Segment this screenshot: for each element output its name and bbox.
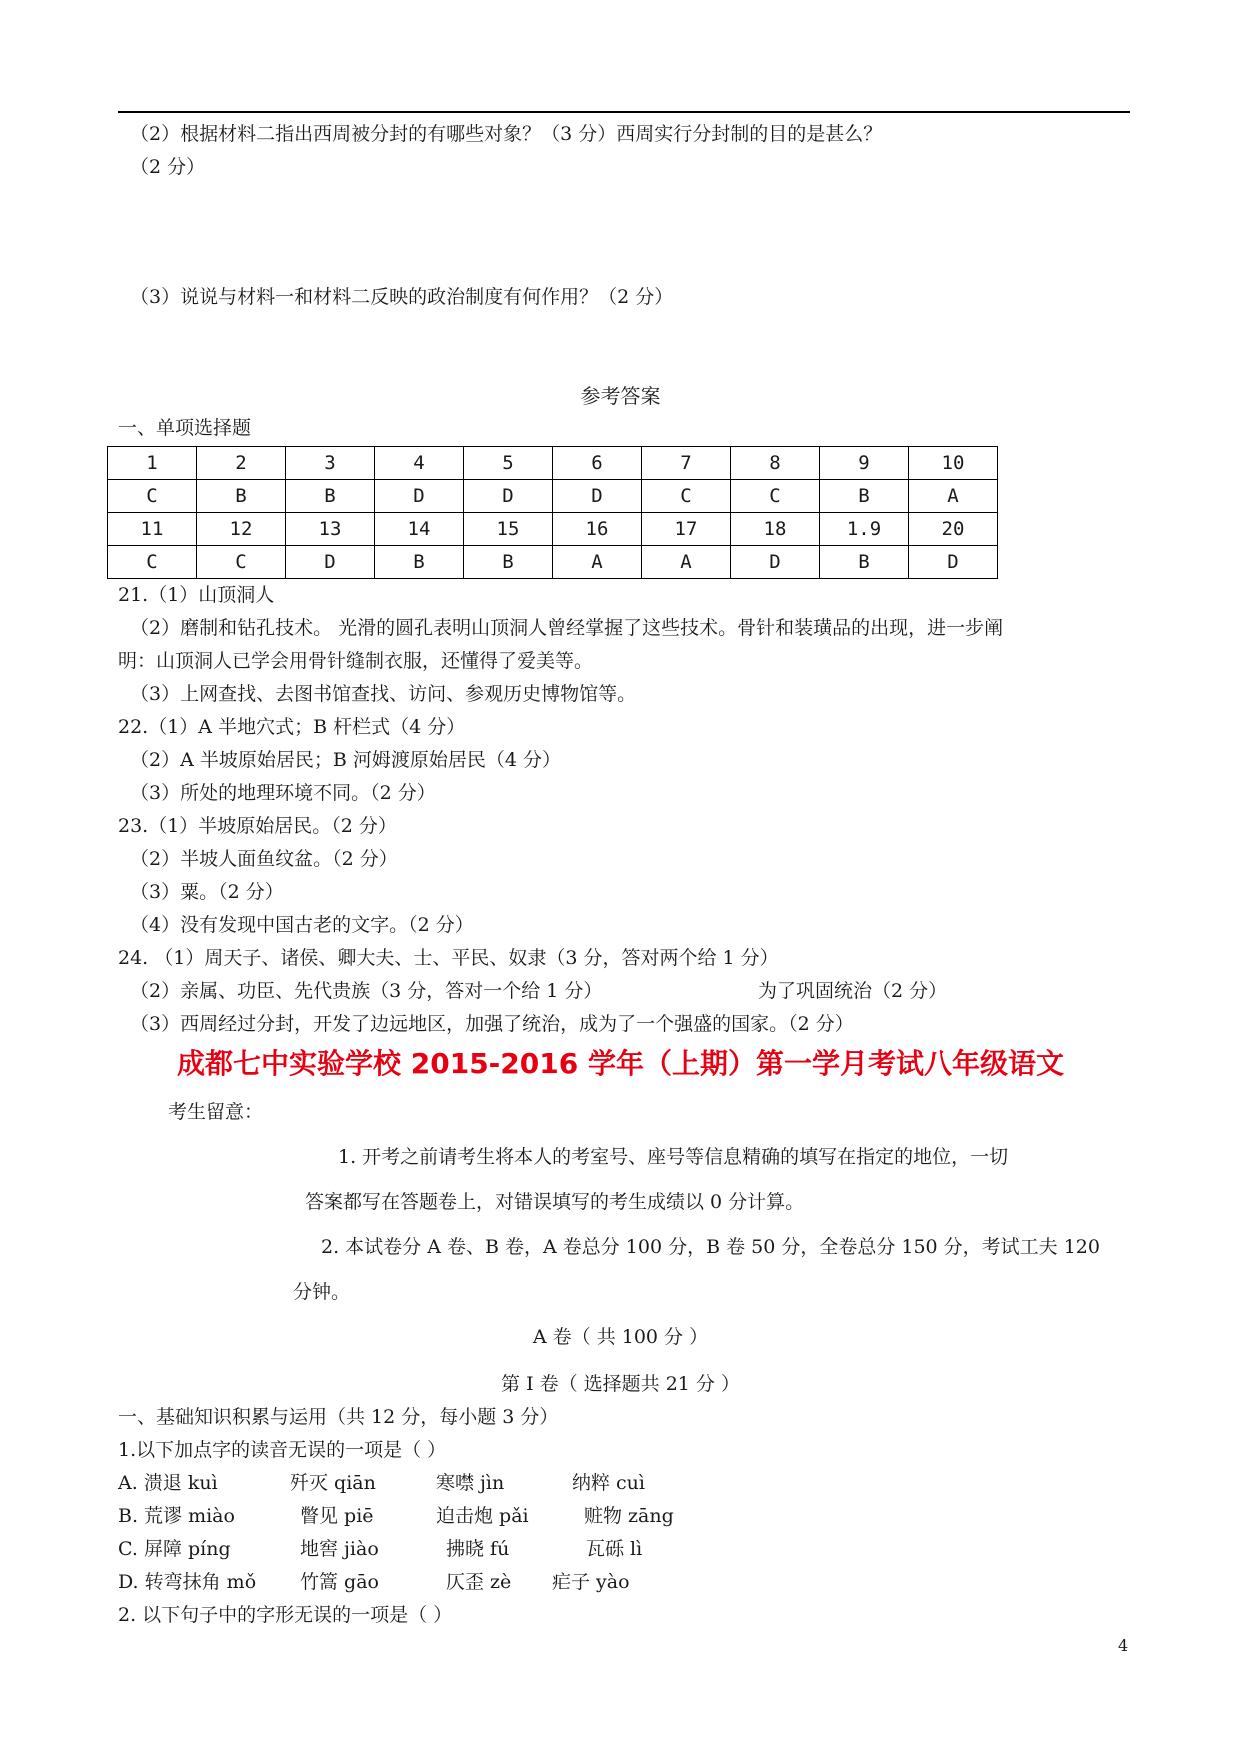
question-3: （3）说说与材料一和材料二反映的政治制度有何作用？（2 分） xyxy=(130,286,674,308)
answer-table-row xyxy=(108,480,998,513)
answer-table-cell: D xyxy=(375,480,464,513)
answer-line: （3）上网查找、去图书馆查找、访问、参观历史博物馆等。 xyxy=(130,683,637,705)
notice-2-cont: 分钟。 xyxy=(293,1281,351,1303)
part-1-title: 第 I 卷（ 选择题共 21 分 ） xyxy=(501,1373,740,1395)
answer-line: （2）A 半坡原始居民；B 河姆渡原始居民（4 分） xyxy=(130,749,561,771)
answer-table-cell: B xyxy=(375,546,464,579)
question-2-score: （2 分） xyxy=(130,156,206,178)
answer-table-cell: 14 xyxy=(375,513,464,546)
answer-table-cell: D xyxy=(553,480,642,513)
answer-table-cell: D xyxy=(909,546,998,579)
answer-table-cell: 10 xyxy=(909,447,998,480)
q1-option-c-4: 瓦砾 lì xyxy=(586,1538,643,1560)
answer-table-cell: 11 xyxy=(108,513,197,546)
answer-table-cell: 7 xyxy=(642,447,731,480)
answer-table-cell: 8 xyxy=(731,447,820,480)
notice-1: 1. 开考之前请考生将本人的考室号、座号等信息精确的填写在指定的地位，一切 xyxy=(338,1146,1009,1168)
answer-table-cell: 1 xyxy=(108,447,197,480)
answer-line: （2）磨制和钻孔技术。 光滑的圆孔表明山顶洞人曾经掌握了这些技术。骨针和装璜品的出现，进一步阐 xyxy=(130,617,1004,639)
q1-option-d-3: 仄歪 zè xyxy=(446,1571,512,1593)
q1-option-c-2: 地窖 jiào xyxy=(300,1538,379,1560)
question-2-glyph: 2. 以下句子中的字形无误的一项是（ ） xyxy=(118,1604,453,1626)
answer-table-cell: 9 xyxy=(820,447,909,480)
q1-option-a-3: 寒噤 jìn xyxy=(436,1472,505,1494)
answer-table-cell: C xyxy=(731,480,820,513)
answer-line: （2）亲属、功臣、先代贵族（3 分，答对一个给 1 分） xyxy=(130,980,603,1002)
notice-2: 2. 本试卷分 A 卷、B 卷，A 卷总分 100 分，B 卷 50 分，全卷总分 150 分，考试工夫 120 xyxy=(321,1236,1100,1258)
answer-table-row xyxy=(108,447,998,480)
answer-table-cell: C xyxy=(108,546,197,579)
answer-line: （2）半坡人面鱼纹盆。（2 分） xyxy=(130,848,398,870)
q1-option-c: C. 屏障 píng xyxy=(118,1538,231,1560)
answers-title: 参考答案 xyxy=(580,384,661,408)
answer-table-cell: 18 xyxy=(731,513,820,546)
q1-option-b: B. 荒谬 miào xyxy=(118,1505,235,1527)
q1-option-d: D. 转弯抹角 mǒ xyxy=(118,1571,257,1593)
q1-option-d-2: 竹篙 gāo xyxy=(300,1571,379,1593)
answer-table-cell: 12 xyxy=(197,513,286,546)
answer-table-cell: 1.9 xyxy=(820,513,909,546)
answer-line: 21.（1）山顶洞人 xyxy=(118,584,275,606)
answer-line: 为了巩固统治（2 分） xyxy=(758,980,948,1002)
answer-table-cell: B xyxy=(820,480,909,513)
page-number: 4 xyxy=(1118,1636,1129,1655)
q1-option-a: A. 溃退 kuì xyxy=(118,1472,218,1494)
answer-table-cell: 15 xyxy=(464,513,553,546)
answer-table-cell: B xyxy=(820,546,909,579)
answer-table-cell: 3 xyxy=(286,447,375,480)
question-2: （2）根据材料二指出西周被分封的有哪些对象？（3 分）西周实行分封制的目的是甚么？ xyxy=(130,123,883,145)
answer-table-cell: 4 xyxy=(375,447,464,480)
basic-section-title: 一、基础知识积累与运用（共 12 分，每小题 3 分） xyxy=(118,1406,559,1428)
answer-table-cell: D xyxy=(731,546,820,579)
answer-table-cell: A xyxy=(909,480,998,513)
answer-table-cell: D xyxy=(464,480,553,513)
answer-table-cell: C xyxy=(197,546,286,579)
q1-option-d-4: 疟子 yào xyxy=(552,1571,630,1593)
answer-line: （4）没有发现中国古老的文字。（2 分） xyxy=(130,914,474,936)
answer-table-row xyxy=(108,513,998,546)
question-1: 1.以下加点字的读音无误的一项是（ ） xyxy=(118,1439,447,1461)
answer-line: （3）粟。（2 分） xyxy=(130,881,284,903)
answer-line: （3）所处的地理环境不同。（2 分） xyxy=(130,782,436,804)
answer-table-cell: 5 xyxy=(464,447,553,480)
answer-table-cell: 17 xyxy=(642,513,731,546)
header-rule xyxy=(118,111,1130,113)
answer-table-cell: B xyxy=(464,546,553,579)
answer-table-cell: 2 xyxy=(197,447,286,480)
answer-table-cell: C xyxy=(642,480,731,513)
answer-line: 明：山顶洞人已学会用骨针缝制衣服，还懂得了爱美等。 xyxy=(118,650,594,672)
answer-line: 24. （1）周天子、诸侯、卿大夫、士、平民、奴隶（3 分，答对两个给 1 分） xyxy=(118,947,779,969)
answer-table-cell: D xyxy=(286,546,375,579)
notice-1-cont: 答案都写在答题卷上，对错误填写的考生成绩以 0 分计算。 xyxy=(305,1191,805,1213)
answer-table xyxy=(107,446,998,579)
answer-line: 22.（1）A 半地穴式；B 杆栏式（4 分） xyxy=(118,716,466,738)
answer-table-cell: 16 xyxy=(553,513,642,546)
answer-table-cell: B xyxy=(197,480,286,513)
answer-table-cell: A xyxy=(642,546,731,579)
answer-table-cell: 20 xyxy=(909,513,998,546)
answer-line: （3）西周经过分封，开发了边远地区，加强了统治，成为了一个强盛的国家。（2 分） xyxy=(130,1013,854,1035)
answer-table-cell: 6 xyxy=(553,447,642,480)
q1-option-c-3: 拂晓 fú xyxy=(446,1538,510,1560)
q1-option-b-3: 迫击炮 pǎi xyxy=(436,1505,529,1527)
q1-option-a-4: 纳粹 cuì xyxy=(572,1472,645,1494)
notice-label: 考生留意： xyxy=(168,1101,264,1123)
q1-option-a-2: 歼灭 qiān xyxy=(290,1472,376,1494)
q1-option-b-2: 瞥见 piē xyxy=(300,1505,374,1527)
answer-line: 23.（1）半坡原始居民。（2 分） xyxy=(118,815,397,837)
exam-title: 成都七中实验学校 2015-2016 学年（上期）第一学月考试八年级语文 xyxy=(177,1047,1064,1080)
answer-table-cell: C xyxy=(108,480,197,513)
q1-option-b-4: 赃物 zāng xyxy=(584,1505,674,1527)
answer-table-cell: 13 xyxy=(286,513,375,546)
answer-table-row xyxy=(108,546,998,579)
paper-a-title: A 卷（ 共 100 分 ） xyxy=(532,1326,709,1348)
answer-table-cell: A xyxy=(553,546,642,579)
section-single-choice: 一、单项选择题 xyxy=(118,417,252,439)
answer-table-cell: B xyxy=(286,480,375,513)
